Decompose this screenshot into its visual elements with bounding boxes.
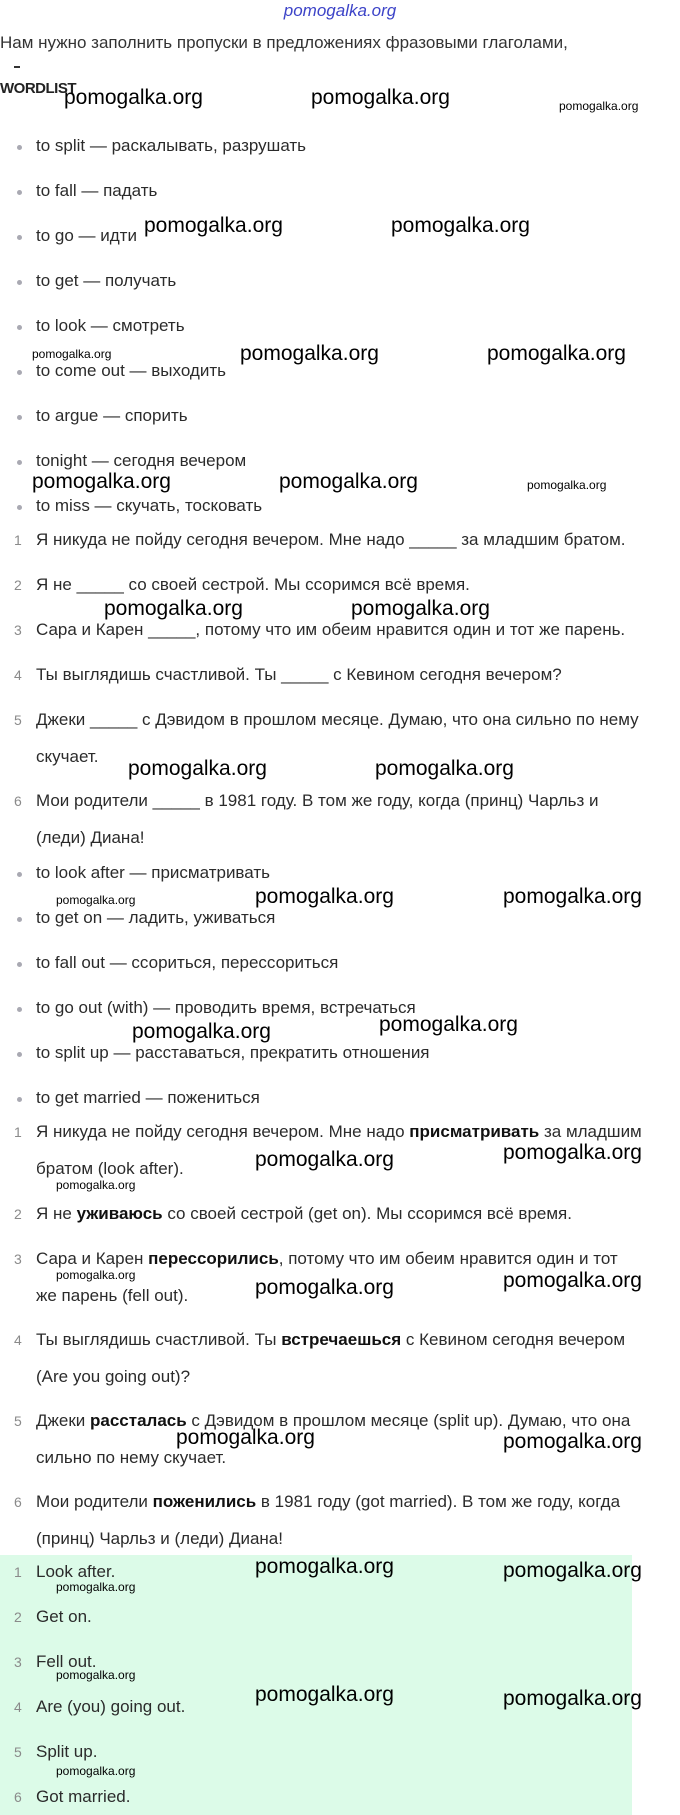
watermark: pomogalka.org xyxy=(379,1013,518,1036)
decorative-dash xyxy=(14,66,20,68)
watermark: pomogalka.org xyxy=(503,1687,642,1710)
watermark: pomogalka.org xyxy=(527,478,607,492)
bullet-icon xyxy=(17,1052,22,1057)
bullet-icon xyxy=(17,962,22,967)
watermark: pomogalka.org xyxy=(487,342,626,365)
bullet-icon xyxy=(17,1097,22,1102)
watermark: pomogalka.org xyxy=(559,99,639,113)
watermark: pomogalka.org xyxy=(503,1559,642,1582)
watermark: pomogalka.org xyxy=(32,470,171,493)
watermark: pomogalka.org xyxy=(503,885,642,908)
watermark: pomogalka.org xyxy=(176,1426,315,1449)
bullet-icon xyxy=(17,460,22,465)
bullet-icon xyxy=(17,872,22,877)
bullet-icon xyxy=(17,145,22,150)
bullet-icon xyxy=(17,325,22,330)
watermark: pomogalka.org xyxy=(32,347,112,361)
bullet-icon xyxy=(17,415,22,420)
bullet-icon xyxy=(17,190,22,195)
watermark: pomogalka.org xyxy=(128,757,267,780)
watermark: pomogalka.org xyxy=(64,86,203,109)
watermark: pomogalka.org xyxy=(255,1555,394,1578)
watermark: pomogalka.org xyxy=(255,1276,394,1299)
watermark: pomogalka.org xyxy=(503,1269,642,1292)
watermark: pomogalka.org xyxy=(311,86,450,109)
bullet-icon xyxy=(17,280,22,285)
watermark: pomogalka.org xyxy=(104,597,243,620)
watermark: pomogalka.org xyxy=(503,1141,642,1164)
bullet-icon xyxy=(17,235,22,240)
watermark: pomogalka.org xyxy=(56,893,136,907)
watermark: pomogalka.org xyxy=(503,1430,642,1453)
watermark: pomogalka.org xyxy=(132,1020,271,1043)
watermark: pomogalka.org xyxy=(375,757,514,780)
watermark: pomogalka.org xyxy=(56,1668,136,1682)
watermark: pomogalka.org xyxy=(255,1148,394,1171)
watermark: pomogalka.org xyxy=(56,1580,136,1594)
watermark: pomogalka.org xyxy=(255,1683,394,1706)
watermark: pomogalka.org xyxy=(240,342,379,365)
watermark: pomogalka.org xyxy=(255,885,394,908)
watermark: pomogalka.org xyxy=(351,597,490,620)
watermark: pomogalka.org xyxy=(279,470,418,493)
bullet-icon xyxy=(17,1007,22,1012)
watermark: pomogalka.org xyxy=(56,1268,136,1282)
bullet-icon xyxy=(17,370,22,375)
wordlist-label: WORDLIST xyxy=(0,80,76,97)
watermark: pomogalka.org xyxy=(391,214,530,237)
bullet-icon xyxy=(17,917,22,922)
watermark: pomogalka.org xyxy=(56,1764,136,1778)
watermark: pomogalka.org xyxy=(144,214,283,237)
bullet-icon xyxy=(17,505,22,510)
watermark: pomogalka.org xyxy=(56,1178,136,1192)
site-title-link[interactable]: pomogalka.org xyxy=(283,1,397,20)
intro-text: Нам нужно заполнить пропуски в предложениях фразовыми глаголами, xyxy=(0,33,568,52)
